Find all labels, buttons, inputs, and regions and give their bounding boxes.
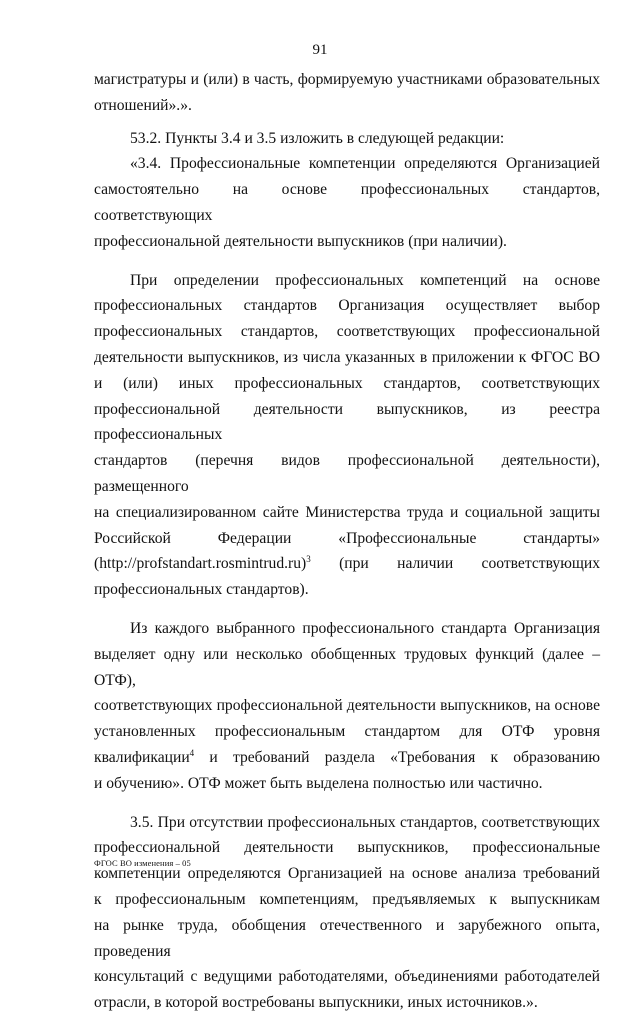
paragraph-selection	[94, 268, 600, 603]
text-line: профессиональных стандартов Организация осуществляет выбор	[94, 297, 600, 315]
text-line: профессиональной деятельности выпускников (при наличии).	[94, 232, 507, 250]
text-line-with-footnote	[94, 745, 600, 771]
text-line: на специализированном сайте Министерства труда и социальной защиты	[94, 503, 600, 521]
text-line: профессиональной деятельности выпускников, из реестра профессиональных	[94, 400, 600, 444]
text-line: отношений».».	[94, 96, 192, 114]
text-line: 3.5. При отсутствии профессиональных стандартов, соответствующих	[130, 813, 600, 831]
text-line: При определении профессиональных компетенций на основе	[130, 271, 600, 289]
text-line: Российской Федерации «Профессиональные стандарты»	[94, 529, 600, 547]
text-line: и обучению». ОТФ может быть выделена полностью или частично.	[94, 774, 543, 792]
text-line: профессиональной деятельности выпускников, профессиональные	[94, 839, 600, 857]
text-line: самостоятельно на основе профессиональных стандартов, соответствующих	[94, 181, 600, 224]
text-line: 53.2. Пункты 3.4 и 3.5 изложить в следующей редакции:	[130, 129, 505, 147]
line-remainder: (при наличии соответствующих	[310, 555, 600, 573]
text-line: магистратуры и (или) в часть, формируемую участниками образовательных	[94, 71, 600, 88]
text-line: Из каждого выбранного профессионального стандарта Организация	[130, 619, 600, 637]
paragraph-53-2	[94, 126, 600, 152]
text-line: стандартов (перечня видов профессиональной деятельности), размещенного	[94, 452, 600, 495]
text-line: и (или) иных профессиональных стандартов, соответствующих	[94, 374, 600, 392]
text-line: выделяет одну или несколько обобщенных трудовых функций (далее – ОТФ),	[94, 645, 600, 689]
text-line: соответствующих профессиональной деятельности выпускников, на основе	[94, 697, 600, 715]
paragraph-3-4	[94, 151, 600, 254]
document-footer: ФГОС ВО изменения – 05	[94, 858, 191, 868]
page-number: 91	[312, 42, 328, 58]
text-line: «3.4. Профессиональные компетенции определяются Организацией	[130, 155, 600, 173]
footnote-marker: 4	[189, 747, 195, 758]
document-body	[94, 67, 600, 1016]
text-line-with-footnote	[94, 551, 600, 577]
paragraph-otf	[94, 616, 600, 797]
text-line: консультаций с ведущими работодателями, объединениями работодателей	[94, 968, 600, 986]
paragraph-3-5	[94, 810, 600, 1016]
footnote-marker: 3	[306, 554, 311, 565]
text-line: к профессиональным компетенциям, предъявляемых к выпускникам	[94, 890, 600, 908]
paragraph-continuation	[94, 67, 600, 119]
text-line: деятельности выпускников, из числа указанных в приложении к ФГОС ВО	[94, 348, 600, 366]
registry-link-text: (http://profstandart.rosmintrud.ru)	[94, 555, 307, 573]
line-remainder: и требований раздела «Требования к образованию	[194, 748, 600, 766]
line-start: квалификации	[94, 748, 190, 766]
text-line: компетенции определяются Организацией на основе анализа требований	[94, 865, 600, 883]
text-line: отрасли, в которой востребованы выпускники, иных источников.».	[94, 994, 538, 1012]
text-line: профессиональных стандартов, соответствующих профессиональной	[94, 323, 600, 341]
text-line: профессиональных стандартов).	[94, 581, 309, 599]
text-line: на рынке труда, обобщения отечественного и зарубежного опыта, проведения	[94, 916, 600, 960]
text-line: установленных профессиональным стандартом для ОТФ уровня	[94, 723, 600, 741]
